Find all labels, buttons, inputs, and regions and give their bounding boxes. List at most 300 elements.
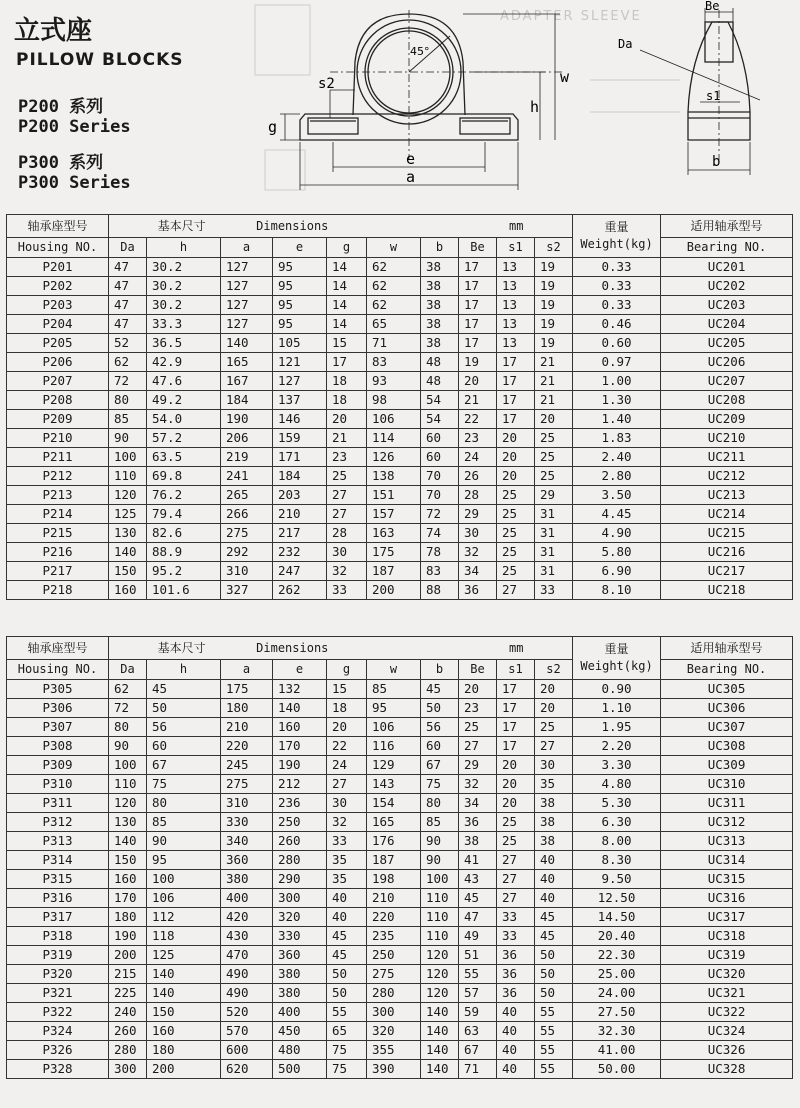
dimension-cell: 275 bbox=[221, 775, 273, 794]
table-row bbox=[7, 467, 793, 486]
dimension-cell: 62 bbox=[367, 277, 421, 296]
weight-cell: 4.90 bbox=[573, 524, 661, 543]
table-row bbox=[7, 984, 793, 1003]
table-row bbox=[7, 813, 793, 832]
dimension-cell: 157 bbox=[367, 505, 421, 524]
table-row bbox=[7, 927, 793, 946]
pillow-block-drawing bbox=[0, 0, 800, 210]
dimension-cell: 71 bbox=[459, 1060, 497, 1079]
dimension-cell: 180 bbox=[109, 908, 147, 927]
dimension-cell: 13 bbox=[497, 277, 535, 296]
dimension-cell: 266 bbox=[221, 505, 273, 524]
dimension-cell: 36 bbox=[459, 581, 497, 600]
dimension-cell: 40 bbox=[327, 908, 367, 927]
dimension-cell: 480 bbox=[273, 1041, 327, 1060]
dimension-cell: 54 bbox=[421, 410, 459, 429]
bearing-cell: UC201 bbox=[661, 258, 793, 277]
housing-cell: P214 bbox=[7, 505, 109, 524]
dimension-cell: 76.2 bbox=[147, 486, 221, 505]
housing-cell: P201 bbox=[7, 258, 109, 277]
da-label: Da bbox=[618, 37, 633, 51]
weight-cell: 3.50 bbox=[573, 486, 661, 505]
housing-cell: P209 bbox=[7, 410, 109, 429]
dimension-cell: 167 bbox=[221, 372, 273, 391]
col-header: a bbox=[221, 238, 273, 258]
bearing-cell: UC216 bbox=[661, 543, 793, 562]
dimension-cell: 27 bbox=[535, 737, 573, 756]
dimension-cell: 210 bbox=[221, 718, 273, 737]
dimension-cell: 500 bbox=[273, 1060, 327, 1079]
dimension-cell: 21 bbox=[535, 353, 573, 372]
dimension-cell: 75 bbox=[147, 775, 221, 794]
dimension-cell: 15 bbox=[327, 680, 367, 699]
bearing-cell: UC326 bbox=[661, 1041, 793, 1060]
housing-header-cn: 轴承座型号 bbox=[7, 637, 109, 660]
dimension-cell: 38 bbox=[535, 794, 573, 813]
weight-cell: 50.00 bbox=[573, 1060, 661, 1079]
dimension-cell: 140 bbox=[221, 334, 273, 353]
unit-label: mm bbox=[509, 219, 524, 233]
dimension-cell: 225 bbox=[109, 984, 147, 1003]
dimension-cell: 19 bbox=[535, 315, 573, 334]
dimension-cell: 17 bbox=[459, 315, 497, 334]
bearing-cell: UC319 bbox=[661, 946, 793, 965]
dimension-cell: 470 bbox=[221, 946, 273, 965]
housing-cell: P322 bbox=[7, 1003, 109, 1022]
table-row bbox=[7, 334, 793, 353]
dimension-cell: 47 bbox=[109, 315, 147, 334]
dimension-cell: 175 bbox=[221, 680, 273, 699]
dimension-cell: 245 bbox=[221, 756, 273, 775]
s2-label: s2 bbox=[318, 76, 335, 92]
weight-cell: 1.30 bbox=[573, 391, 661, 410]
dimension-cell: 40 bbox=[497, 1022, 535, 1041]
dimension-cell: 49.2 bbox=[147, 391, 221, 410]
dimension-cell: 25 bbox=[497, 505, 535, 524]
bearing-cell: UC214 bbox=[661, 505, 793, 524]
dimension-cell: 260 bbox=[273, 832, 327, 851]
dimension-cell: 45 bbox=[535, 908, 573, 927]
dimension-cell: 200 bbox=[109, 946, 147, 965]
dimension-cell: 140 bbox=[147, 984, 221, 1003]
dimension-cell: 50 bbox=[535, 946, 573, 965]
weight-cell: 1.00 bbox=[573, 372, 661, 391]
dimension-cell: 38 bbox=[535, 832, 573, 851]
weight-cell: 2.80 bbox=[573, 467, 661, 486]
dimension-cell: 300 bbox=[273, 889, 327, 908]
table-row bbox=[7, 258, 793, 277]
dimension-cell: 17 bbox=[459, 296, 497, 315]
table-row bbox=[7, 870, 793, 889]
dimension-cell: 27 bbox=[327, 775, 367, 794]
col-header: b bbox=[421, 238, 459, 258]
weight-cell: 24.00 bbox=[573, 984, 661, 1003]
dimension-cell: 56 bbox=[147, 718, 221, 737]
col-header: w bbox=[367, 660, 421, 680]
weight-cell: 4.45 bbox=[573, 505, 661, 524]
bearing-header-cn: 适用轴承型号 bbox=[661, 637, 793, 660]
dimension-cell: 14 bbox=[327, 258, 367, 277]
dimension-cell: 45 bbox=[421, 680, 459, 699]
bearing-cell: UC317 bbox=[661, 908, 793, 927]
bearing-cell: UC210 bbox=[661, 429, 793, 448]
dimension-cell: 20 bbox=[327, 718, 367, 737]
dimension-cell: 54 bbox=[421, 391, 459, 410]
dimension-cell: 72 bbox=[109, 372, 147, 391]
dimension-cell: 327 bbox=[221, 581, 273, 600]
dimension-cell: 85 bbox=[367, 680, 421, 699]
dimension-cell: 60 bbox=[421, 448, 459, 467]
dimension-cell: 184 bbox=[273, 467, 327, 486]
dimension-cell: 33 bbox=[327, 581, 367, 600]
s1-label: s1 bbox=[706, 89, 721, 103]
dimension-cell: 95 bbox=[273, 315, 327, 334]
dimension-cell: 262 bbox=[273, 581, 327, 600]
dimension-cell: 101.6 bbox=[147, 581, 221, 600]
housing-cell: P317 bbox=[7, 908, 109, 927]
dimension-cell: 137 bbox=[273, 391, 327, 410]
dimension-cell: 30.2 bbox=[147, 258, 221, 277]
dimension-cell: 49 bbox=[459, 927, 497, 946]
dimension-cell: 20 bbox=[497, 448, 535, 467]
weight-cell: 22.30 bbox=[573, 946, 661, 965]
dimension-cell: 20 bbox=[497, 429, 535, 448]
dimension-cell: 127 bbox=[221, 296, 273, 315]
table-row bbox=[7, 410, 793, 429]
col-header: e bbox=[273, 660, 327, 680]
weight-cell: 6.90 bbox=[573, 562, 661, 581]
dimension-cell: 100 bbox=[421, 870, 459, 889]
dimension-cell: 380 bbox=[273, 984, 327, 1003]
col-header: Da bbox=[109, 660, 147, 680]
dimension-cell: 42.9 bbox=[147, 353, 221, 372]
dimension-cell: 236 bbox=[273, 794, 327, 813]
housing-cell: P308 bbox=[7, 737, 109, 756]
dimension-cell: 110 bbox=[421, 889, 459, 908]
weight-cell: 2.40 bbox=[573, 448, 661, 467]
dimension-cell: 27 bbox=[497, 870, 535, 889]
dimension-cell: 450 bbox=[273, 1022, 327, 1041]
weight-header-en: Weight(kg) bbox=[580, 237, 653, 251]
dimension-cell: 38 bbox=[421, 296, 459, 315]
dimension-cell: 59 bbox=[459, 1003, 497, 1022]
weight-cell: 27.50 bbox=[573, 1003, 661, 1022]
dimension-cell: 330 bbox=[273, 927, 327, 946]
dimension-cell: 33.3 bbox=[147, 315, 221, 334]
dimension-cell: 36 bbox=[497, 965, 535, 984]
dimension-cell: 420 bbox=[221, 908, 273, 927]
table-row bbox=[7, 505, 793, 524]
dimension-cell: 430 bbox=[221, 927, 273, 946]
dimension-cell: 151 bbox=[367, 486, 421, 505]
dimension-cell: 15 bbox=[327, 334, 367, 353]
bearing-cell: UC324 bbox=[661, 1022, 793, 1041]
dimension-cell: 160 bbox=[109, 870, 147, 889]
dimension-cell: 25 bbox=[497, 524, 535, 543]
dimension-cell: 212 bbox=[273, 775, 327, 794]
bearing-cell: UC315 bbox=[661, 870, 793, 889]
dimension-cell: 36 bbox=[497, 946, 535, 965]
dimension-cell: 106 bbox=[367, 410, 421, 429]
dimension-cell: 17 bbox=[497, 353, 535, 372]
weight-cell: 0.33 bbox=[573, 258, 661, 277]
dimension-cell: 163 bbox=[367, 524, 421, 543]
dimension-cell: 25 bbox=[497, 543, 535, 562]
dimension-cell: 310 bbox=[221, 794, 273, 813]
housing-cell: P306 bbox=[7, 699, 109, 718]
dimension-cell: 45 bbox=[459, 889, 497, 908]
bearing-cell: UC215 bbox=[661, 524, 793, 543]
dimension-cell: 120 bbox=[421, 984, 459, 1003]
dimension-cell: 38 bbox=[459, 832, 497, 851]
col-header: s1 bbox=[497, 238, 535, 258]
dimension-cell: 106 bbox=[367, 718, 421, 737]
dimension-cell: 400 bbox=[273, 1003, 327, 1022]
dimension-cell: 118 bbox=[147, 927, 221, 946]
dimension-cell: 27 bbox=[327, 486, 367, 505]
dimension-cell: 570 bbox=[221, 1022, 273, 1041]
dimension-cell: 130 bbox=[109, 524, 147, 543]
weight-cell: 8.10 bbox=[573, 581, 661, 600]
table-row bbox=[7, 296, 793, 315]
dimension-cell: 67 bbox=[459, 1041, 497, 1060]
table-row bbox=[7, 889, 793, 908]
dimensions-header-en: Dimensions bbox=[256, 219, 329, 233]
dimension-cell: 50 bbox=[535, 984, 573, 1003]
dimension-cell: 160 bbox=[109, 581, 147, 600]
dimension-cell: 17 bbox=[497, 391, 535, 410]
dimension-cell: 146 bbox=[273, 410, 327, 429]
dimensions-header-cn: 基本尺寸 bbox=[157, 219, 206, 233]
weight-header-cn: 重量 bbox=[604, 642, 629, 656]
col-header: Be bbox=[459, 660, 497, 680]
dimension-cell: 25 bbox=[459, 718, 497, 737]
housing-cell: P206 bbox=[7, 353, 109, 372]
dimension-cell: 20 bbox=[497, 794, 535, 813]
dimension-cell: 85 bbox=[421, 813, 459, 832]
dimension-cell: 30 bbox=[327, 794, 367, 813]
col-header: s2 bbox=[535, 238, 573, 258]
b-label: b bbox=[712, 154, 721, 170]
dimension-cell: 19 bbox=[535, 277, 573, 296]
dimension-cell: 40 bbox=[327, 889, 367, 908]
dimension-cell: 150 bbox=[109, 562, 147, 581]
housing-cell: P208 bbox=[7, 391, 109, 410]
dimension-cell: 206 bbox=[221, 429, 273, 448]
table-row bbox=[7, 1060, 793, 1079]
dimension-cell: 14 bbox=[327, 296, 367, 315]
bearing-cell: UC205 bbox=[661, 334, 793, 353]
col-header: g bbox=[327, 660, 367, 680]
weight-cell: 2.20 bbox=[573, 737, 661, 756]
series-p200-cn: P200 系列 bbox=[18, 97, 104, 117]
housing-cell: P320 bbox=[7, 965, 109, 984]
dimension-cell: 232 bbox=[273, 543, 327, 562]
bearing-cell: UC208 bbox=[661, 391, 793, 410]
weight-cell: 3.30 bbox=[573, 756, 661, 775]
weight-cell: 0.46 bbox=[573, 315, 661, 334]
dimension-cell: 132 bbox=[273, 680, 327, 699]
dimension-cell: 292 bbox=[221, 543, 273, 562]
dimension-cell: 95 bbox=[273, 258, 327, 277]
e-label: e bbox=[406, 150, 416, 168]
dimension-cell: 62 bbox=[109, 680, 147, 699]
bearing-cell: UC318 bbox=[661, 927, 793, 946]
dimension-cell: 47 bbox=[109, 296, 147, 315]
table-row bbox=[7, 1022, 793, 1041]
dimension-cell: 120 bbox=[421, 946, 459, 965]
dimension-cell: 50 bbox=[327, 984, 367, 1003]
dimension-cell: 203 bbox=[273, 486, 327, 505]
dimension-cell: 21 bbox=[535, 391, 573, 410]
dimension-cell: 27 bbox=[459, 737, 497, 756]
dimension-cell: 140 bbox=[421, 1060, 459, 1079]
dimension-cell: 160 bbox=[147, 1022, 221, 1041]
dimension-cell: 25 bbox=[497, 486, 535, 505]
angle-label: 45° bbox=[410, 45, 430, 58]
housing-cell: P207 bbox=[7, 372, 109, 391]
weight-cell: 14.50 bbox=[573, 908, 661, 927]
dimension-cell: 25 bbox=[535, 429, 573, 448]
dimension-cell: 60 bbox=[147, 737, 221, 756]
a-label: a bbox=[406, 168, 416, 186]
housing-cell: P213 bbox=[7, 486, 109, 505]
dimension-cell: 95 bbox=[273, 296, 327, 315]
dimension-cell: 14 bbox=[327, 315, 367, 334]
table-row bbox=[7, 315, 793, 334]
dimension-cell: 19 bbox=[535, 296, 573, 315]
col-header: h bbox=[147, 238, 221, 258]
dimension-cell: 78 bbox=[421, 543, 459, 562]
col-header: b bbox=[421, 660, 459, 680]
bearing-cell: UC307 bbox=[661, 718, 793, 737]
dimension-cell: 180 bbox=[147, 1041, 221, 1060]
dimension-cell: 29 bbox=[459, 756, 497, 775]
table-row bbox=[7, 353, 793, 372]
dimension-cell: 120 bbox=[421, 965, 459, 984]
dimension-cell: 90 bbox=[147, 832, 221, 851]
dimension-cell: 54.0 bbox=[147, 410, 221, 429]
dimension-cell: 25 bbox=[497, 832, 535, 851]
dimension-cell: 38 bbox=[421, 315, 459, 334]
dimension-cell: 159 bbox=[273, 429, 327, 448]
dimension-cell: 27 bbox=[497, 851, 535, 870]
dimension-cell: 490 bbox=[221, 965, 273, 984]
series-p200-en: P200 Series bbox=[18, 117, 131, 137]
housing-cell: P215 bbox=[7, 524, 109, 543]
dimension-cell: 28 bbox=[459, 486, 497, 505]
dimensions-header-cn: 基本尺寸 bbox=[157, 641, 206, 655]
weight-cell: 9.50 bbox=[573, 870, 661, 889]
dimension-cell: 17 bbox=[497, 410, 535, 429]
dimension-cell: 114 bbox=[367, 429, 421, 448]
dimension-cell: 33 bbox=[327, 832, 367, 851]
dimension-cell: 19 bbox=[535, 258, 573, 277]
dimension-cell: 19 bbox=[535, 334, 573, 353]
dimension-cell: 17 bbox=[327, 353, 367, 372]
bearing-header-en: Bearing NO. bbox=[661, 238, 793, 258]
dimension-cell: 190 bbox=[273, 756, 327, 775]
dimension-cell: 110 bbox=[109, 467, 147, 486]
dimension-cell: 26 bbox=[459, 467, 497, 486]
dimension-cell: 125 bbox=[109, 505, 147, 524]
dimension-cell: 280 bbox=[273, 851, 327, 870]
dimension-cell: 127 bbox=[221, 277, 273, 296]
dimension-cell: 65 bbox=[327, 1022, 367, 1041]
dimension-cell: 67 bbox=[421, 756, 459, 775]
dimension-cell: 27 bbox=[497, 889, 535, 908]
bearing-cell: UC211 bbox=[661, 448, 793, 467]
table-row bbox=[7, 524, 793, 543]
dimension-cell: 300 bbox=[109, 1060, 147, 1079]
dimension-cell: 121 bbox=[273, 353, 327, 372]
dimension-cell: 40 bbox=[535, 889, 573, 908]
table-row bbox=[7, 372, 793, 391]
dimension-cell: 31 bbox=[535, 505, 573, 524]
dimension-cell: 105 bbox=[273, 334, 327, 353]
col-header: Da bbox=[109, 238, 147, 258]
dimension-cell: 36 bbox=[497, 984, 535, 1003]
dimension-cell: 30 bbox=[535, 756, 573, 775]
weight-cell: 5.30 bbox=[573, 794, 661, 813]
dimension-cell: 35 bbox=[327, 851, 367, 870]
housing-cell: P203 bbox=[7, 296, 109, 315]
col-header: s1 bbox=[497, 660, 535, 680]
dimension-cell: 25 bbox=[535, 718, 573, 737]
bearing-cell: UC322 bbox=[661, 1003, 793, 1022]
table-row bbox=[7, 429, 793, 448]
dimension-cell: 18 bbox=[327, 391, 367, 410]
weight-cell: 41.00 bbox=[573, 1041, 661, 1060]
dimension-cell: 127 bbox=[221, 315, 273, 334]
weight-cell: 8.30 bbox=[573, 851, 661, 870]
dimension-cell: 85 bbox=[147, 813, 221, 832]
p300-series-table bbox=[6, 636, 793, 1079]
dimension-cell: 50 bbox=[421, 699, 459, 718]
dimension-cell: 23 bbox=[459, 699, 497, 718]
dimension-cell: 17 bbox=[497, 680, 535, 699]
dimension-cell: 127 bbox=[221, 258, 273, 277]
dimension-cell: 36 bbox=[459, 813, 497, 832]
table-row bbox=[7, 851, 793, 870]
dimension-cell: 100 bbox=[109, 756, 147, 775]
dimension-cell: 40 bbox=[497, 1060, 535, 1079]
table-row bbox=[7, 718, 793, 737]
housing-cell: P309 bbox=[7, 756, 109, 775]
dimension-cell: 17 bbox=[497, 372, 535, 391]
dimension-cell: 55 bbox=[535, 1041, 573, 1060]
dimension-cell: 300 bbox=[367, 1003, 421, 1022]
housing-cell: P210 bbox=[7, 429, 109, 448]
bearing-cell: UC311 bbox=[661, 794, 793, 813]
dimension-cell: 24 bbox=[459, 448, 497, 467]
col-header: g bbox=[327, 238, 367, 258]
dimension-cell: 13 bbox=[497, 258, 535, 277]
table-row bbox=[7, 543, 793, 562]
dimension-cell: 220 bbox=[367, 908, 421, 927]
dimension-cell: 51 bbox=[459, 946, 497, 965]
dimension-cell: 310 bbox=[221, 562, 273, 581]
weight-cell: 0.60 bbox=[573, 334, 661, 353]
bearing-cell: UC209 bbox=[661, 410, 793, 429]
dimension-cell: 80 bbox=[109, 718, 147, 737]
dimension-cell: 116 bbox=[367, 737, 421, 756]
dimension-cell: 21 bbox=[327, 429, 367, 448]
bearing-cell: UC328 bbox=[661, 1060, 793, 1079]
dimension-cell: 140 bbox=[273, 699, 327, 718]
dimension-cell: 260 bbox=[109, 1022, 147, 1041]
table-row bbox=[7, 448, 793, 467]
